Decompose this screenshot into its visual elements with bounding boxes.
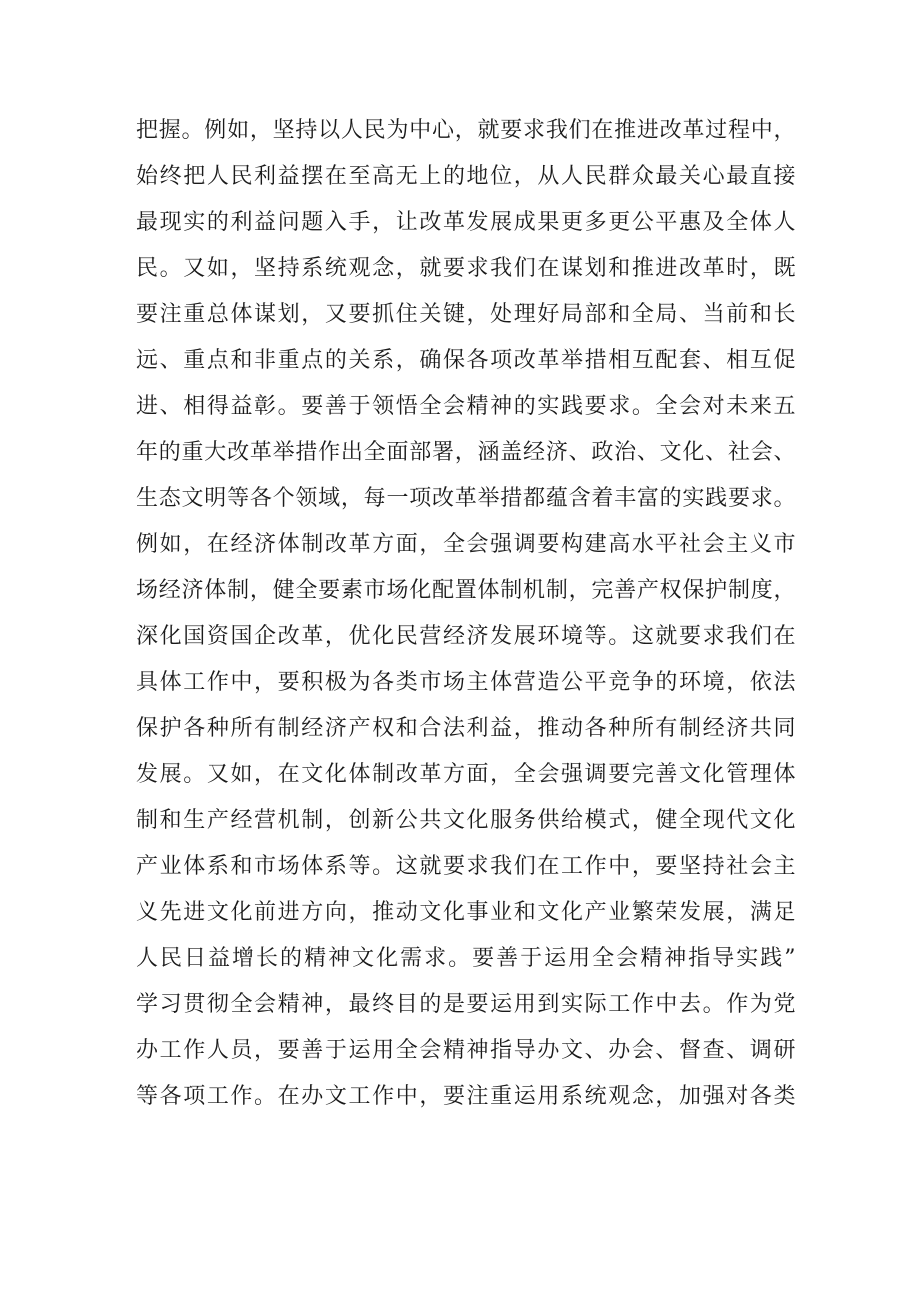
text-line: 把握。例如，坚持以人民为中心，就要求我们在推进改革过程中，	[136, 118, 796, 143]
text-line: 最现实的利益问题入手，让改革发展成果更多更公平惠及全体人	[136, 210, 796, 235]
text-line: 年的重大改革举措作出全面部署，涵盖经济、政治、文化、社会、	[136, 440, 796, 465]
text-line: 发展。又如，在文化体制改革方面，全会强调要完善文化管理体	[136, 762, 796, 787]
text-line: 民。又如，坚持系统观念，就要求我们在谋划和推进改革时，既	[136, 256, 796, 281]
text-line: 产业体系和市场体系等。这就要求我们在工作中，要坚持社会主	[136, 854, 796, 879]
text-line: 例如，在经济体制改革方面，全会强调要构建高水平社会主义市	[136, 532, 796, 557]
text-line: 深化国资国企改革，优化民营经济发展环境等。这就要求我们在	[136, 624, 796, 649]
text-line: 人民日益增长的精神文化需求。要善于运用全会精神指导实践”	[136, 946, 796, 971]
text-line: 进、相得益彰。要善于领悟全会精神的实践要求。全会对未来五	[136, 394, 796, 419]
text-line: 学习贯彻全会精神，最终目的是要运用到实际工作中去。作为党	[136, 992, 796, 1017]
text-line: 保护各种所有制经济产权和合法利益，推动各种所有制经济共同	[136, 716, 796, 741]
body-text	[136, 108, 796, 1120]
text-line: 制和生产经营机制，创新公共文化服务供给模式，健全现代文化	[136, 808, 796, 833]
text-line: 远、重点和非重点的关系，确保各项改革举措相互配套、相互促	[136, 348, 796, 373]
text-line: 办工作人员，要善于运用全会精神指导办文、办会、督查、调研	[136, 1038, 796, 1063]
text-line: 要注重总体谋划，又要抓住关键，处理好局部和全局、当前和长	[136, 302, 796, 327]
text-line: 场经济体制，健全要素市场化配置体制机制，完善产权保护制度，	[136, 578, 796, 603]
text-line: 具体工作中，要积极为各类市场主体营造公平竞争的环境，依法	[136, 670, 796, 695]
text-line: 等各项工作。在办文工作中，要注重运用系统观念，加强对各类	[136, 1084, 796, 1109]
text-line: 义先进文化前进方向，推动文化事业和文化产业繁荣发展，满足	[136, 900, 796, 925]
text-line: 生态文明等各个领域，每一项改革举措都蕴含着丰富的实践要求。	[136, 486, 796, 511]
text-line: 始终把人民利益摆在至高无上的地位，从人民群众最关心最直接	[136, 164, 796, 189]
